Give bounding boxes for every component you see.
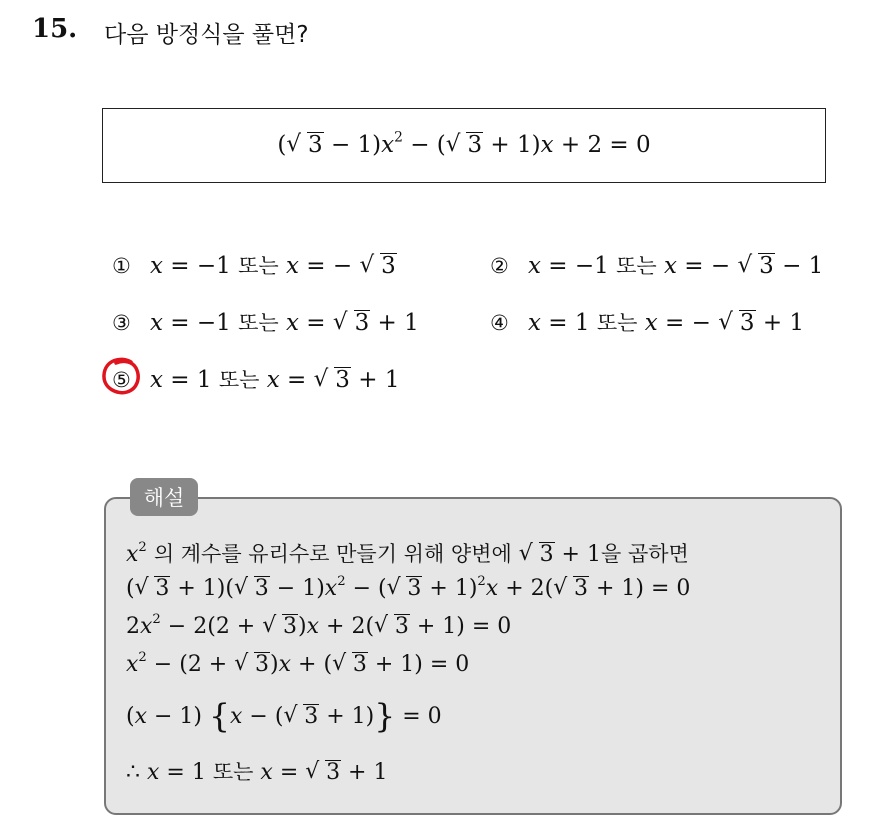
answer-circle-mark bbox=[101, 356, 143, 396]
choice-4[interactable]: ④ x = 1 또는 x = − √ 3 + 1 bbox=[490, 307, 804, 337]
choice-1-number: ① bbox=[112, 254, 131, 278]
explanation-line-1: $x^2$ 의 계수를 유리수로 만들기 위해 양변에 √ 3 + 1을 곱하면 bbox=[126, 538, 689, 568]
explanation-line-4: $x^2 - (2$ + √ 3)x + (√ 3 + 1) = 0 bbox=[126, 652, 469, 677]
choice-1[interactable]: ① x = −1 또는 x = − √ 3 bbox=[112, 250, 397, 280]
choice-3-number: ③ bbox=[112, 311, 131, 335]
equation: (√ $3 - 1)x^2$ − (√ 3 + 1)x + 2 = 0 bbox=[277, 132, 650, 158]
explanation-line-6: ∴ x = 1 또는 x = √ 3 + 1 bbox=[126, 756, 387, 786]
choice-5[interactable]: ⑤ x = 1 또는 x = √ 3 + 1 bbox=[112, 364, 399, 394]
explanation-line-3: $2x^2 - 2(2$ + √ 3)x + 2(√ 3 + 1) = 0 bbox=[126, 614, 511, 639]
question-number: 15. bbox=[32, 14, 78, 44]
choice-4-number: ④ bbox=[490, 311, 509, 335]
explanation-label: 해설 bbox=[130, 478, 198, 516]
question-text: 다음 방정식을 풀면? bbox=[104, 22, 309, 48]
answer-circle-stroke bbox=[104, 359, 138, 392]
choice-2[interactable]: ② x = −1 또는 x = − √ 3 − 1 bbox=[490, 250, 823, 280]
choice-5-number: ⑤ bbox=[112, 368, 131, 392]
explanation-line-5: (x − 1) {x − (√ 3 + 1)} = 0 bbox=[126, 696, 442, 735]
equation-box bbox=[102, 108, 826, 183]
choice-2-number: ② bbox=[490, 254, 509, 278]
choice-3[interactable]: ③ x = −1 또는 x = √ 3 + 1 bbox=[112, 307, 419, 337]
explanation-line-2: (√ 3 + 1)(√ $3 - 1)x^2$ − (√ 3 + 1)$^2$x + 2(√ 3 + 1) = 0 bbox=[126, 576, 690, 601]
